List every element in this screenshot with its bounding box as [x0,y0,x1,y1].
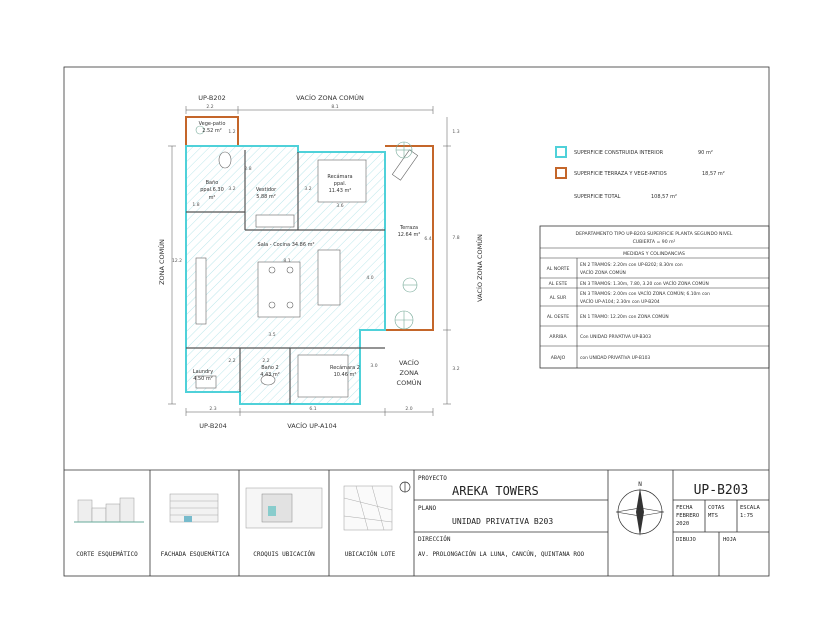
area-legend [556,147,725,200]
field-label: HOJA [723,537,737,543]
table-value: EN 1 TRAMO: 12.20m con ZONA COMÚN [580,315,669,320]
dim-text: 3.2 [228,187,236,192]
dim-text: 3.6 [336,204,344,209]
colindancias-table [540,226,769,368]
dim-text: 7.8 [452,236,460,241]
thumb-caption: FACHADA ESQUEMÁTICA [160,551,230,558]
room-area: 4.43 m² [260,372,280,378]
croquis-thumbnail [246,488,322,528]
title-block [64,470,769,576]
legend-label: SUPERFICIE TERRAZA Y VEGE-PATIOS [574,171,667,177]
dim-text: 4.0 [366,276,374,281]
room-area: 2.52 m² [202,128,222,134]
room-name: Terraza [399,225,419,231]
field-value: MTS [708,513,718,519]
thumb-caption: CORTE ESQUEMÁTICO [76,551,138,558]
room-name: ppal.6.30 [200,187,224,193]
sheet-id: UP-B203 [693,483,749,498]
room-name: Vege-patio [198,121,226,127]
room-name: Recámara 2 [330,365,360,371]
table-key: AL OESTE [546,315,570,320]
dim-text: 2.2 [206,105,214,110]
dim-text: 8.1 [331,105,339,110]
room-area: 10.46 m² [333,372,357,378]
void-label: VACÍO ZONA COMÚN [476,234,484,302]
room-area: 4.50 m² [193,376,213,382]
room-area: 5.88 m² [256,194,276,200]
void-label: ZONA [399,369,419,377]
table-value: VACÍO ZONA COMÚN [580,271,626,276]
legend-value: 18,57 m² [702,171,725,177]
room-name: Recámara [327,174,353,180]
neighbor-label: UP-B202 [198,94,226,102]
void-label: COMÚN [396,379,422,387]
table-value: con UNIDAD PRIVATIVA UP-B103 [580,356,651,361]
dim-text: 2.8 [244,167,252,172]
north-arrow-icon [616,488,664,536]
void-label: VACÍO ZONA COMÚN [296,94,364,102]
interior-swatch [556,147,566,157]
table-value: VACÍO UP-A104; 2.30m con UP-B204 [580,300,660,305]
dim-text: 8.1 [283,259,291,264]
terraza-swatch [556,168,566,178]
dim-text: 1.3 [452,130,460,135]
table-title: DEPARTAMENTO TIPO UP-B203 SUPERFICIE PLANTA SEGUNDO NIVEL [575,232,733,237]
field-label: DIBUJO [676,537,696,543]
table-value: Con UNIDAD PRIVATIVA UP-B303 [580,335,651,340]
dim-text: 3.5 [268,333,276,338]
field-label: ESCALA [740,505,760,511]
table-title: CUBIERTA = 90 m² [632,240,676,245]
neighbor-label: UP-B204 [199,422,227,430]
field-label: PLANO [418,505,437,512]
room-name: Laundry [192,369,214,375]
north-label: N [638,481,642,488]
dim-text: 3.2 [452,367,460,372]
field-value: 1:75 [740,513,754,519]
field-value: 2020 [676,521,690,527]
dim-text: 6.4 [424,237,432,242]
legend-value: 90 m² [698,150,713,156]
dim-text: 2.3 [209,407,217,412]
void-label: VACÍO UP-A104 [287,422,337,430]
table-key: AL SUR [549,296,567,301]
legend-value: 108,57 m² [651,194,677,200]
dim-text: 3.2 [304,187,312,192]
field-label: PROYECTO [418,475,447,482]
table-value: EN 3 TRAMOS: 2.00m con VACÍO ZONA COMÚN; 6.10m con [580,292,710,297]
address: AV. PROLONGACIÓN LA LUNA, CANCÚN, QUINTANA ROO [418,551,585,558]
table-key: AL ESTE [548,282,568,287]
void-label: ZONA COMÚN [158,239,166,285]
dim-text: 1.2 [228,130,236,135]
dim-text: 6.1 [309,407,317,412]
table-subtitle: MEDIDAS Y COLINDANCIAS [623,252,685,257]
fachada-thumbnail [170,494,218,522]
lote-thumbnail [344,486,392,530]
dim-text: 2.2 [228,359,236,364]
room-name: Baño [205,180,219,186]
legend-label: SUPERFICIE CONSTRUIDA INTERIOR [574,150,664,156]
field-value: FEBRERO [676,513,700,519]
room-name: Vestidor [255,187,277,193]
room-area: 11.43 m² [328,188,352,194]
table-key: AL NORTE [546,267,570,272]
dim-text: 12.2 [171,259,183,264]
void-label: VACÍO [399,359,419,367]
floor-plan [157,93,484,430]
field-label: DIRECCIÓN [418,536,451,543]
dim-text: 3.0 [370,364,378,369]
table-value: EN 3 TRAMOS: 1.30m, 7.80, 3.20 con VACÍO ZONA COMÚN [580,282,709,287]
field-label: FECHA [676,505,693,511]
table-key: ABAJO [550,356,566,361]
dim-text: 2.2 [262,359,270,364]
room-area: 12.64 m² [397,232,421,238]
dim-text: 2.0 [405,407,413,412]
corte-thumbnail [74,498,144,522]
legend-label: SUPERFICIE TOTAL [574,194,621,200]
room-area: m² [208,195,216,201]
plan-name: UNIDAD PRIVATIVA B203 [452,517,554,526]
thumb-caption: UBICACIÓN LOTE [344,551,396,558]
project-name: AREKA TOWERS [452,484,539,498]
table-key: ARRIBA [549,335,567,340]
thumb-caption: CROQUIS UBICACIÓN [253,551,315,558]
table-value: EN 2 TRAMOS: 2.20m con UP-B202; 8.30m con [580,263,683,268]
room-name: ppal. [333,181,347,187]
room-name: Baño 2 [261,365,279,371]
dim-text: 1.8 [192,203,200,208]
field-label: COTAS [708,505,725,511]
room-name: Sala - Cocina 34.86 m² [257,242,315,248]
